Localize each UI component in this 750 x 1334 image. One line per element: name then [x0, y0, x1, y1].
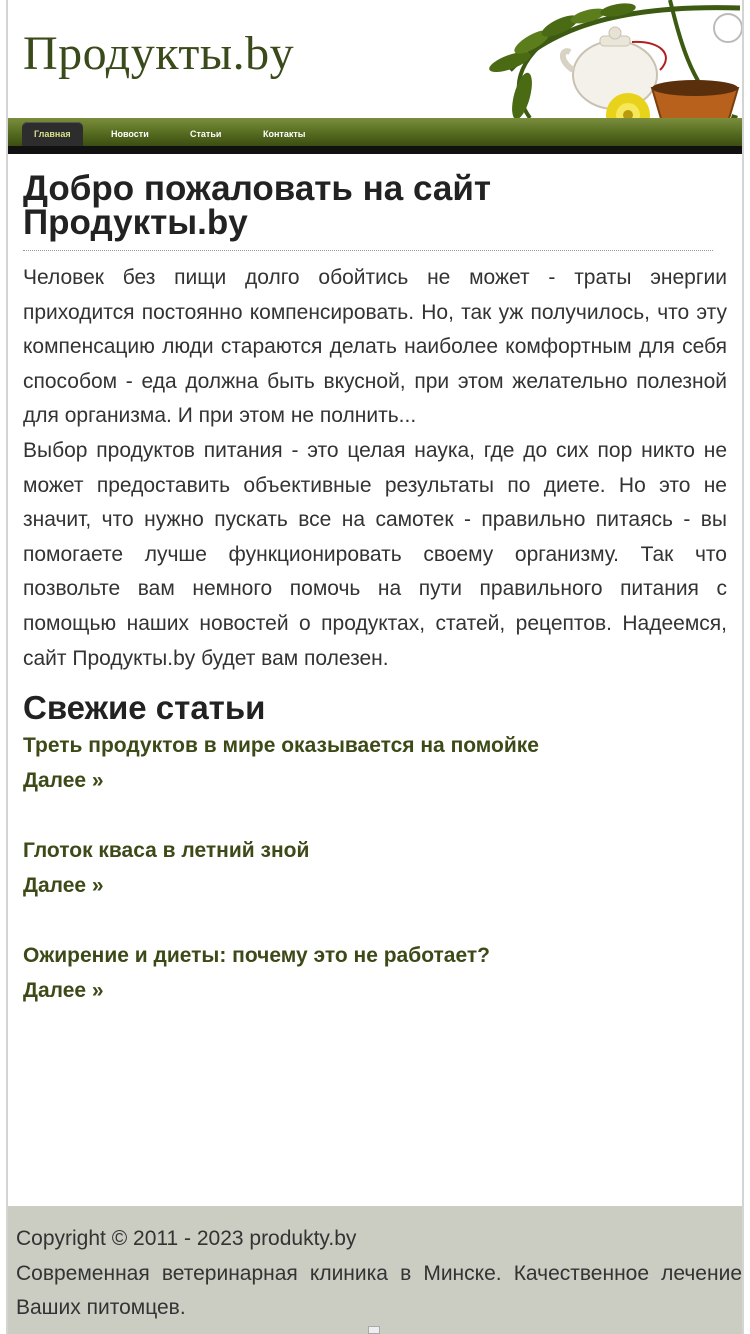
- site-footer: [8, 1206, 742, 1334]
- article-title-link[interactable]: Ожирение и диеты: почему это не работает?: [23, 944, 490, 968]
- intro-text: [23, 261, 727, 676]
- site-header: [8, 0, 742, 118]
- fresh-articles-list: [23, 728, 727, 1008]
- main-navigation: [8, 118, 742, 154]
- footer-copyright: Copyright © 2011 - 2023 produkty.by: [16, 1227, 357, 1250]
- intro-paragraph: Человек без пищи долго обойтись не может - траты энергии приходится постоянно компенсировать. Но, так уж получилось, что эту компенсацию люди стараются делать наиболее комфортным для себя способом - еда должна быть вкусной, при этом желательно полезной для организма. И при этом не полнить...: [23, 266, 727, 428]
- intro-paragraph: Выбор продуктов питания - это целая наука, где до сих пор никто не может предоставить объективные результаты по диете. Но это не значит, что нужно пускать все на самотек - правильно питаясь - вы помогаете лучше функционировать своему организму. Так что позвольте вам немного помочь на пути правильного питания с помощью наших новостей о продуктах, статей, рецептов. Надеемся, сайт Продукты.by будет вам полезен.: [23, 438, 727, 670]
- page-frame-left: [6, 0, 8, 1334]
- counter-image-icon: [368, 1326, 380, 1334]
- nav-item-news[interactable]: Новости: [111, 129, 149, 139]
- nav-item-articles[interactable]: Статьи: [190, 129, 222, 139]
- read-more-link[interactable]: Далее »: [23, 769, 104, 793]
- tea-cup-leaves-illustration: [470, 0, 742, 118]
- footer-clinic-link[interactable]: Современная ветеринарная клиника в Минске. Качественное лечение Ваших питомцев.: [16, 1261, 742, 1320]
- fresh-articles-heading: Свежие статьи: [23, 689, 266, 727]
- list-item: [23, 833, 727, 903]
- page-frame-right: [742, 0, 744, 1334]
- site-logo-title[interactable]: Продукты.by: [23, 27, 295, 80]
- list-item: [23, 728, 727, 798]
- read-more-link[interactable]: Далее »: [23, 874, 104, 898]
- article-title-link[interactable]: Треть продуктов в мире оказывается на помойке: [23, 734, 539, 758]
- article-title-link[interactable]: Глоток кваса в летний зной: [23, 839, 310, 863]
- list-item: [23, 938, 727, 1008]
- nav-item-home[interactable]: Главная: [22, 122, 83, 146]
- nav-item-contacts[interactable]: Контакты: [263, 129, 306, 139]
- page-title: Добро пожаловать на сайт Продукты.by: [23, 169, 492, 242]
- main-content: [23, 169, 727, 1043]
- read-more-link[interactable]: Далее »: [23, 979, 104, 1003]
- title-divider: [23, 250, 713, 251]
